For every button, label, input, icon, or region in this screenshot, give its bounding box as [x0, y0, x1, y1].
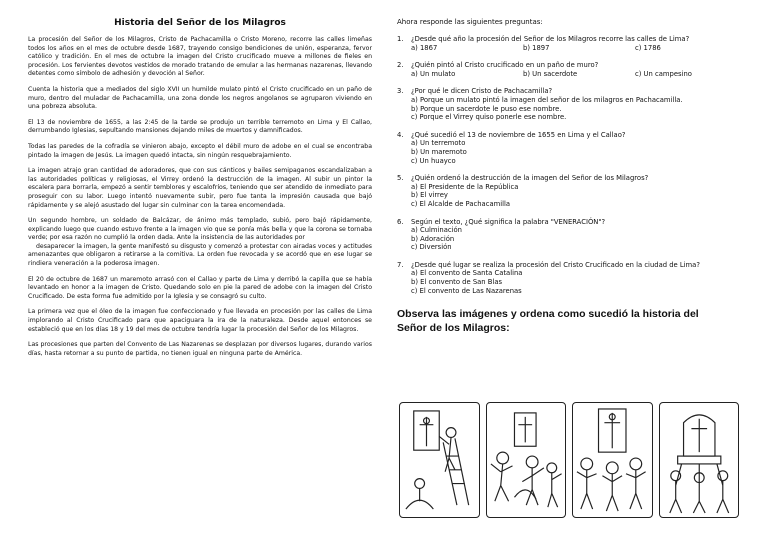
answer-option[interactable]: a) Un mulato [411, 69, 456, 78]
question-text: ¿Por qué le dicen Cristo de Pachacamilla? [411, 87, 553, 96]
answer-option[interactable]: b) Porque un sacerdote le puso ese nombre. [411, 104, 562, 113]
story-paragraph: El 13 de noviembre de 1655, a las 2:45 de la tarde se produjo un terrible terremoto en Lima y El Callao, derrumbando Iglesias, sepultando mansiones dejando miles de muertos y damnificados. [28, 118, 372, 135]
answer-option[interactable]: c) Un huayco [411, 156, 456, 165]
question-5 [397, 174, 747, 208]
question-number: 4. [397, 130, 404, 139]
crowd-illustration [487, 403, 566, 517]
answer-option[interactable]: b) El convento de San Blas [411, 278, 503, 287]
illustration-panel-procession[interactable] [659, 402, 740, 518]
answer-option[interactable]: b) Adoración [411, 234, 455, 243]
question-number: 6. [397, 217, 404, 226]
illustration-panel-painter[interactable] [399, 402, 480, 518]
question-text: ¿Quién pintó al Cristo crucificado en un paño de muro? [411, 61, 599, 70]
question-text: ¿Qué sucedió el 13 de noviembre de 1655 en Lima y el Callao? [411, 130, 626, 139]
story-paragraph: La imagen atrajo gran cantidad de adoradores, que con sus cánticos y bailes semipaganos escandalizaban a las autoridades políticas y religiosas, el Virrey ordenó la destrucción de la imagen. Al subir un pintor la escalera para borrarla, empezó a sentir temblores y escalofríos, teniendo que ser atendido de inmediato para proseguir con su labor. Luego intentó nuevamente subir, pero fue tanta la impresión causada que bajó rápidamente y se alejó asustado del lugar sin culminar con la tarea encomendada. [28, 167, 372, 209]
answer-option[interactable]: a) Porque un mulato pintó la imagen del señor de los milagros en Pachacamilla. [411, 95, 683, 104]
illustration-strip [399, 402, 739, 518]
question-1 [397, 35, 747, 52]
answer-option[interactable]: a) Culminación [411, 226, 462, 235]
answer-option[interactable]: a) El Presidente de la República [411, 182, 519, 191]
question-2 [397, 61, 747, 78]
questions-column [397, 18, 747, 341]
answer-option[interactable]: c) Un campesino [635, 69, 692, 78]
answer-option[interactable]: c) El convento de Las Nazarenas [411, 286, 522, 295]
painter-illustration [400, 403, 479, 517]
story-paragraph: Todas las paredes de la cofradía se vinieron abajo, excepto el débil muro de adobe en el cual se encontraba pintado la imagen de Jesús. La imagen quedó intacta, sin ningún resquebrajamiento. [28, 142, 372, 159]
question-number: 7. [397, 260, 404, 269]
story-column [28, 18, 372, 365]
question-text: ¿Desde qué lugar se realiza la procesión del Cristo Crucificado en la ciudad de Lima? [411, 260, 700, 269]
question-6 [397, 218, 747, 252]
question-number: 2. [397, 61, 404, 70]
story-paragraph: desaparecer la imagen, la gente manifestó su disgusto y comenzó a protestar con airadas voces y actitudes amenazantes que obligaron a retirarse a la comitiva. La orden fue revocada y se acordó que en ese lugar se rindiera veneración a la poderosa imagen. [28, 242, 373, 268]
story-title: Historia del Señor de los Milagros [114, 18, 286, 28]
question-number: 3. [397, 87, 404, 96]
question-number: 1. [397, 35, 404, 43]
answer-option[interactable]: a) Un terremoto [411, 139, 466, 148]
answer-option[interactable]: b) 1897 [523, 43, 550, 52]
answer-option[interactable]: c) 1786 [635, 43, 661, 52]
story-paragraph: Las procesiones que parten del Convento de Las Nazarenas se desplazan por diversos lugares, durando varios días, hasta retornar a su punto de partida, no tienen igual en ninguna parte de América. [28, 341, 372, 357]
answer-option[interactable]: b) Un sacerdote [523, 69, 578, 78]
ordering-instruction: Observa las imágenes y ordena como sucedió la historia del Señor de los Milagros: [397, 308, 699, 335]
story-paragraph: Un segundo hombre, un soldado de Balcázar, de ánimo más templado, subió, pero bajó rápidamente, explicando luego que cuando estuvo frente a la imagen vio que se ponía más bella y que la corona se tornaba verde; por esa razón no cumplió la orden dada. Ante la insistencia de las autoridades por [28, 217, 372, 242]
answer-option[interactable]: a) 1867 [411, 43, 438, 52]
answer-option[interactable]: c) Diversión [411, 243, 452, 252]
story-paragraph: El 20 de octubre de 1687 un maremoto arrasó con el Callao y parte de Lima y derribó la capilla que se había levantado en honor a la imagen de Cristo. Quedando solo en pie la pared de adobe con la imagen del Cristo Crucificado. De esta forma fue admitido por la Iglesia y se consagró su culto. [28, 275, 372, 300]
story-paragraph: La primera vez que el óleo de la imagen fue confeccionado y fue llevada en procesión por las calles de Lima implorando al Cristo Crucificado para que apaciguara la ira de la naturaleza. Desde aquel entonces se estableció que en los días 18 y 19 del mes de octubre tendría lugar la procesión del Señor de los Milagros. [28, 308, 372, 333]
question-text: ¿Quién ordenó la destrucción de la imagen del Señor de los Milagros? [411, 174, 649, 183]
question-3 [397, 87, 747, 121]
question-number: 5. [397, 174, 404, 183]
answer-option[interactable]: c) Porque el Virrey quiso ponerle ese nombre. [411, 113, 567, 122]
question-text: Según el texto, ¿Qué significa la palabra "VENERACIÓN"? [411, 217, 606, 226]
answer-option[interactable]: b) Un maremoto [411, 147, 467, 156]
answer-option[interactable]: a) El convento de Santa Catalina [411, 269, 523, 278]
illustration-panel-wall[interactable] [572, 402, 653, 518]
questions-intro: Ahora responde las siguientes preguntas: [397, 18, 543, 26]
answer-option[interactable]: c) El Alcalde de Pachacamilla [411, 199, 511, 208]
story-paragraph: Cuenta la historia que a mediados del siglo XVII un humilde mulato pintó el Cristo crucificado en un paño de muro, dentro del muladar de Pachacamilla, una zona donde los negros angolanos se agruparon viviendo en una pobreza absoluta. [28, 85, 372, 111]
story-paragraph: La procesión del Señor de los Milagros, Cristo de Pachacamilla o Cristo Moreno, recorre las calles limeñas todos los años en el mes de octubre desde 1687, trayendo consigo bendiciones de unión, esperanza, fervor católico y tradición. En el mes de octubre la imagen del Cristo crucificado mueve a millones de fieles en procesión. Los fervientes devotos vestidos de morado tratando de emular a las hermanas nazarenas, llevando detentes como símbolo de adhesión y devoción al Señor. [28, 36, 372, 78]
question-text: ¿Desde qué año la procesión del Señor de los Milagros recorre las calles de Lima? [411, 35, 690, 43]
illustration-panel-crowd[interactable] [486, 402, 567, 518]
answer-option[interactable]: b) El virrey [411, 191, 448, 200]
question-7 [397, 261, 747, 295]
wall-illustration [573, 403, 652, 517]
question-4 [397, 131, 747, 165]
procession-illustration [660, 403, 739, 517]
